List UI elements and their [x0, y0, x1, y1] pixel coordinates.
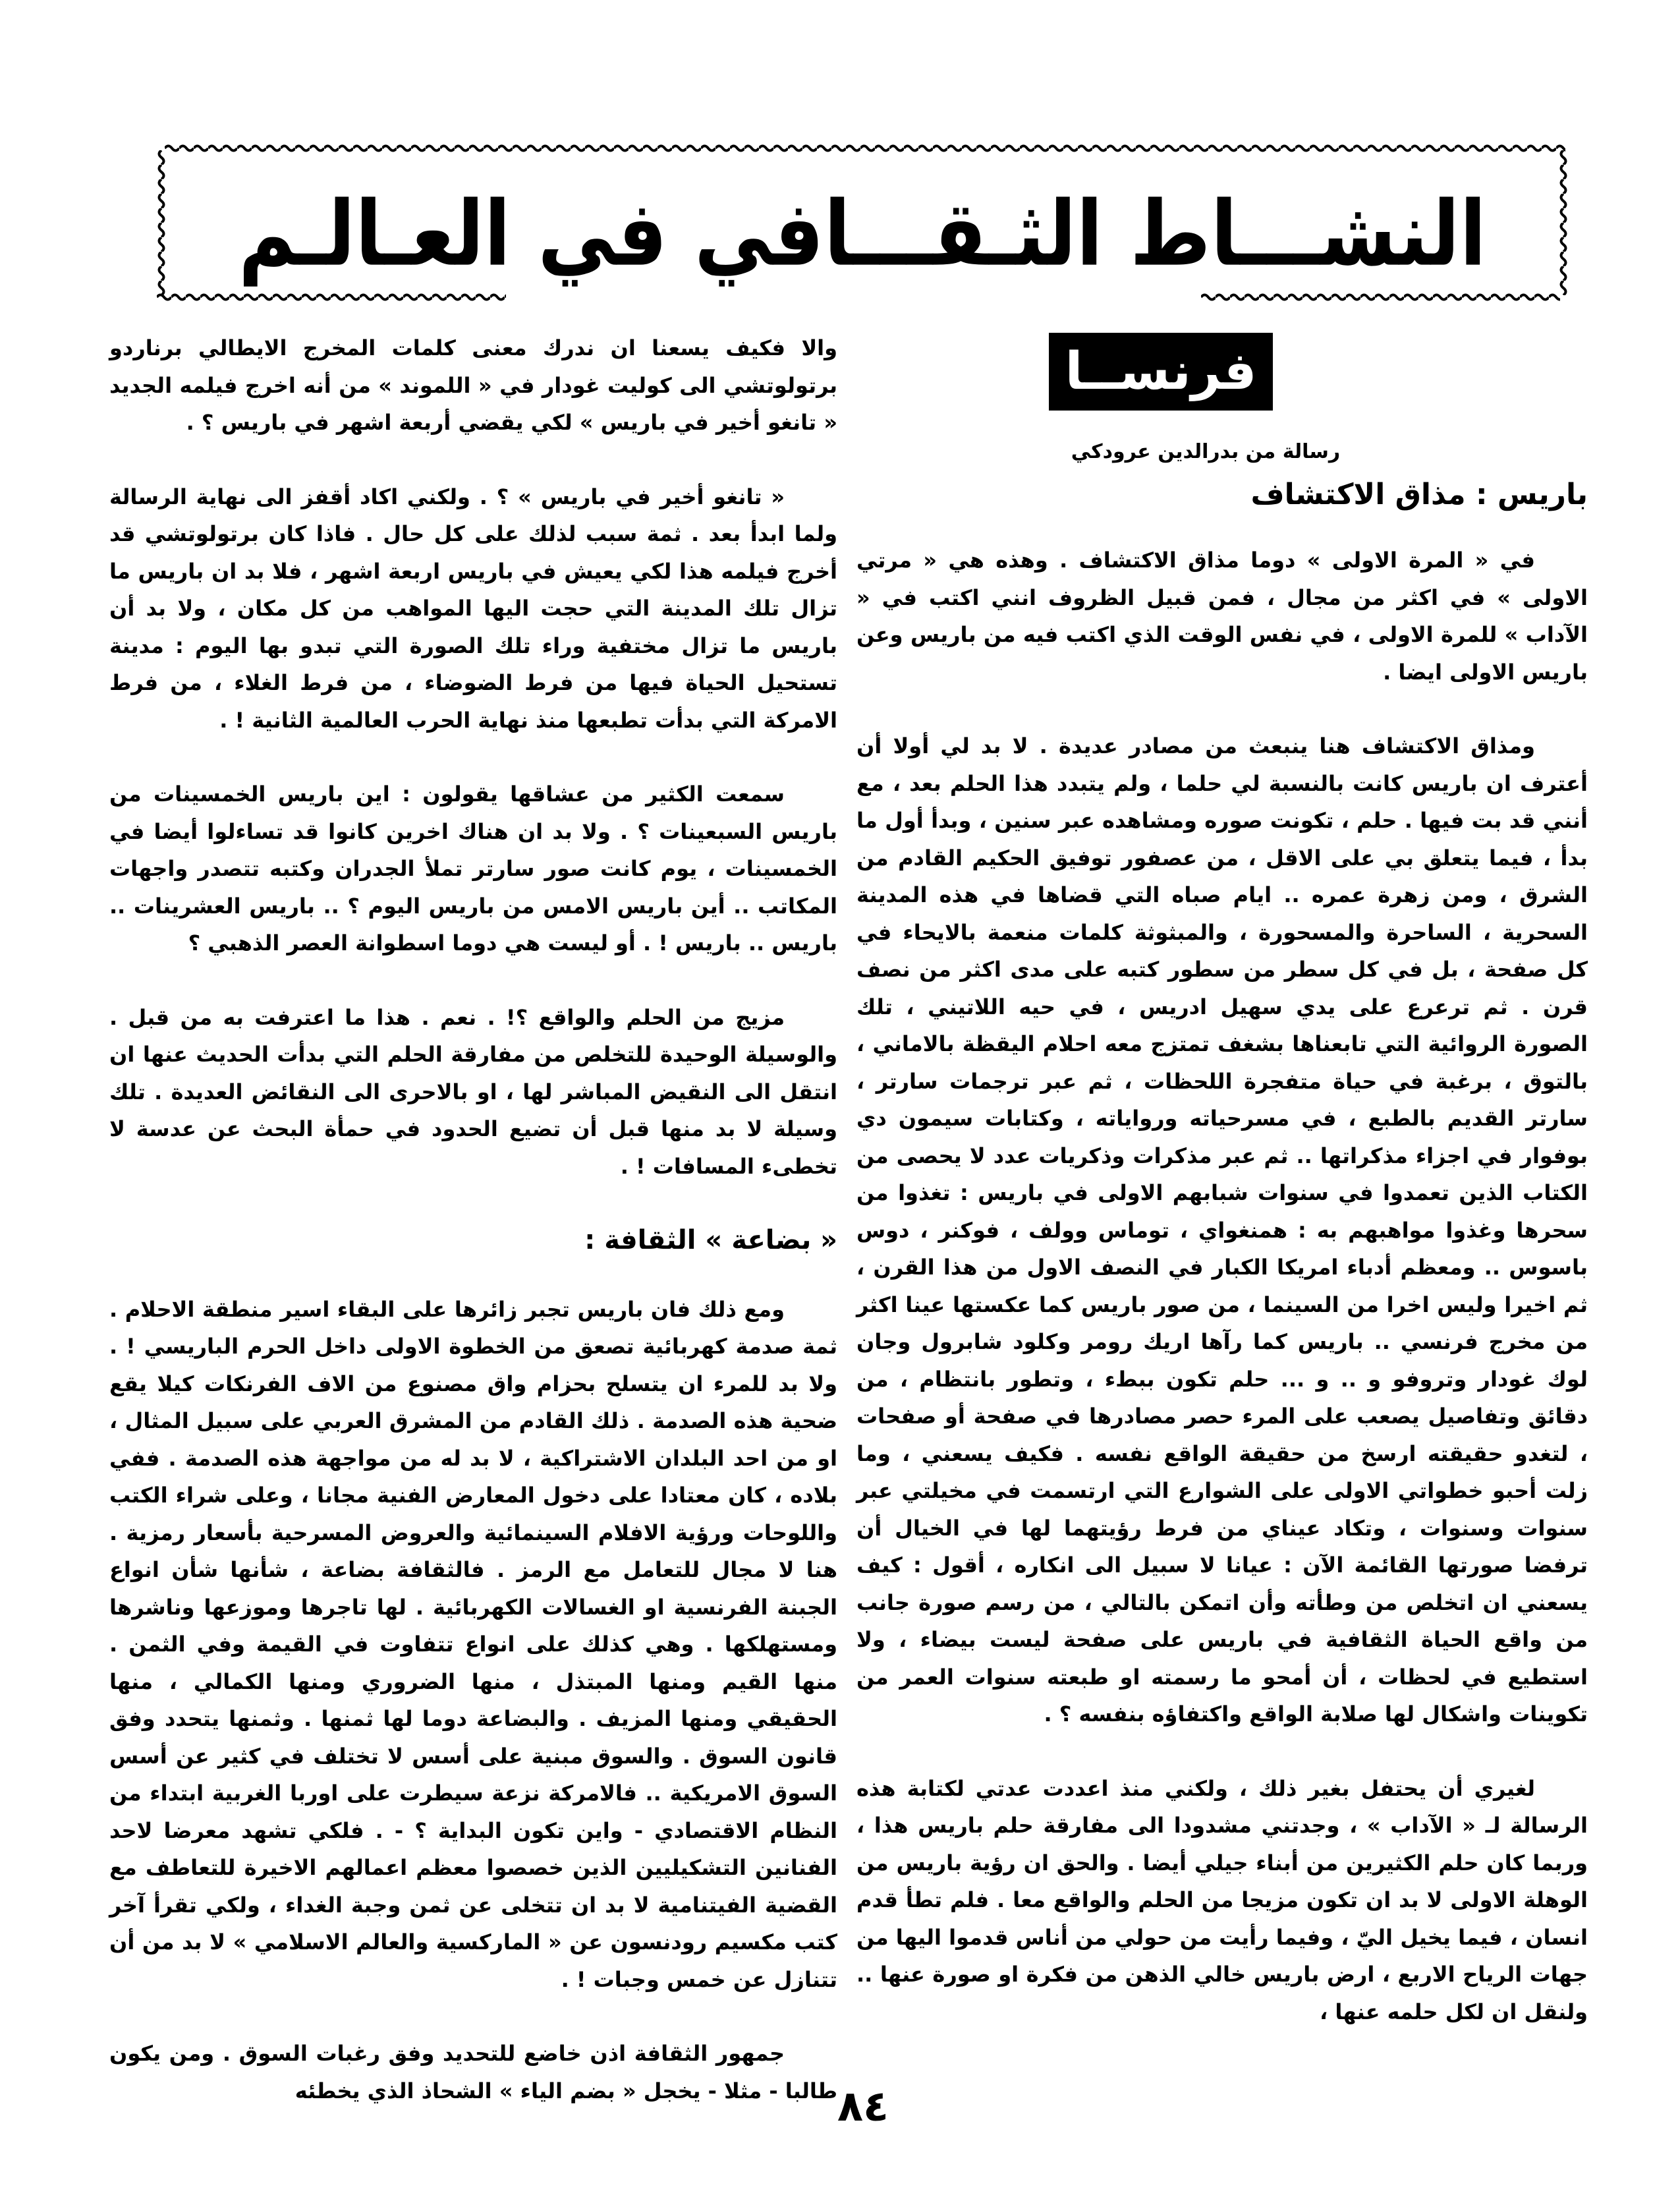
- paragraph: سمعت الكثير من عشاقها يقولون : اين باريس الخمسينات من باريس السبعينات ؟ . ولا بد ان هناك اخرين كانوا قد تساءلوا أيضا في الخمسينات ، يوم كانت صور سارتر تملأ الجدران وكتبه تتصدر واجهات المكاتب .. أين باريس الامس من باريس اليوم ؟ .. باريس العشرينات .. باريس .. باريس ! . أو ليست هي دوما اسطوانة العصر الذهبي ؟: [109, 782, 837, 956]
- country-section-badge: فرنســا: [1049, 333, 1273, 411]
- article-headline: باريس : مذاق الاكتشاف: [1250, 478, 1588, 511]
- wavy-border-bottom-left: [157, 293, 506, 302]
- wavy-border-bottom-right: [1201, 293, 1560, 302]
- section-heading: « بضاعة » الثقافة :: [584, 1225, 837, 1255]
- wavy-border-top: [165, 144, 1565, 153]
- paragraph: والا فكيف يسعنا ان ندرك معنى كلمات المخرج الايطالي برناردو برتولوتشي الى كوليت غودار في « اللموند » من أنه اخرج فيلمه الجديد « تانغو أخير في باريس » لكي يقضي أربعة اشهر في باريس ؟ .: [109, 335, 837, 435]
- byline: رسالة من بدرالدين عرودكي: [1071, 440, 1341, 463]
- paragraph: « تانغو أخير في باريس » ؟ . ولكني اكاد أقفز الى نهاية الرسالة ولما ابدأ بعد . ثمة سبب لذلك على كل حال . فاذا كان برتولوتشي قد أخرج فيلمه هذا لكي يعيش في باريس اربعة اشهر ، فلا بد ان باريس ما تزال تلك المدينة التي حجت اليها المواهب من كل مكان ، ولا بد أن باريس ما تزال مختفية وراء تلك الصورة التي تبدو بها اليوم : مدينة تستحيل الحياة فيها من فرط الضوضاء ، من فرط الغلاء ، من فرط الامركة التي بدأت تطبعها منذ نهاية الحرب العالمية الثانية ! .: [109, 484, 837, 733]
- masthead-frame: [157, 144, 1568, 302]
- paragraph: لغيري أن يحتفل بغير ذلك ، ولكني منذ اعددت عدتي لكتابة هذه الرسالة لـ « الآداب » ، وجدتني مشدودا الى مفارقة حلم باريس هذا ، وربما كان حلم الكثيرين من أبناء جيلي أيضا . والحق ان رؤية باريس من الوهلة الاولى لا بد ان تكون مزيجا من الحلم والواقع معا . فلم تطأ قدم انسان ، فيما يخيل اليّ ، وفيما رأيت من حولي من أناس قدموا اليها من جهات الرياح الاربع ، ارض باريس خالي الذهن من فكرة او صورة عنها .. ولنقل ان لكل حلمه عنها ،: [856, 1775, 1588, 2024]
- page-number: ٨٤: [837, 2082, 889, 2131]
- paragraph: مزيج من الحلم والواقع ؟! . نعم . هذا ما اعترفت به من قبل . والوسيلة الوحيدة للتخلص من مفارقة الحلم التي بدأت الحديث عنها ان انتقل الى النقيض المباشر لها ، او بالاحرى الى النقائض العديدة . تلك وسيلة لا بد منها قبل أن تضيع الحدود في حمأة البحث عن عدسة لا تخطىء المسافات ! .: [109, 1004, 837, 1179]
- column-left: [109, 329, 837, 2146]
- column-right: [856, 542, 1588, 2067]
- masthead-title: النشـــاط الثـقـــافي في العـالـم: [238, 181, 1487, 286]
- paragraph: في « المرة الاولى » دوما مذاق الاكتشاف . وهذه هي « مرتي الاولى » في اكثر من مجال ، فمن قبيل الظروف انني اكتب في « الآداب » للمرة الاولى ، في نفس الوقت الذي اكتب فيه من باريس وعن باريس الاولى ايضا .: [856, 548, 1588, 685]
- paragraph: ومع ذلك فان باريس تجبر زائرها على البقاء اسير منطقة الاحلام . ثمة صدمة كهربائية تصعق من الخطوة الاولى داخل الحرم الباريسي ! . ولا بد للمرء ان يتسلح بحزام واق مصنوع من الاف الفرنكات كيلا يقع ضحية هذه الصدمة . ذلك القادم من المشرق العربي على سبيل المثال ، او من احد البلدان الاشتراكية ، لا بد له من مواجهة هذه الصدمة . ففي بلاده ، كان معتادا على دخول المعارض الفنية مجانا ، وعلى شراء الكتب واللوحات ورؤية الافلام السينمائية والعروض المسرحية بأسعار رمزية . هنا لا مجال للتعامل مع الرمز . فالثقافة بضاعة ، شأنها شأن انواع الجبنة الفرنسية او الغسالات الكهربائية . لها تاجرها وموزعها وناشرها ومستهلكها . وهي كذلك على انواع تتفاوت في القيمة وفي الثمن . منها القيم ومنها المبتذل ، منها الضروري ومنها الكمالي ، منها الحقيقي ومنها المزيف . والبضاعة دوما لها ثمنها . وثمنها يتحدد وفق قانون السوق . والسوق مبنية على أسس لا تختلف في كثير عن أسس السوق الامريكية .. فالامركة نزعة سيطرت على اوربا الغربية ابتداء من النظام الاقتصادي - واين تكون البداية ؟ - . فلكي تشهد معرضا لاحد الفنانين التشكيليين الذين خصصوا معظم اعمالهم الاخيرة للتعاطف مع القضية الفيتنامية لا بد ان تتخلى عن ثمن وجبة الغداء ، ولكي تقرأ آخر كتب مكسيم رودنسون عن « الماركسية والعالم الاسلامي » لا بد من أن تتنازل عن خمس وجبات ! .: [109, 1296, 837, 1992]
- paragraph: ومذاق الاكتشاف هنا ينبعث من مصادر عديدة . لا بد لي أولا أن أعترف ان باريس كانت بالنسبة لي حلما ، ولم يتبدد هذا الحلم بعد ، مع أنني قد بت فيها . حلم ، تكونت صوره ومشاهده عبر سنين ، وبدأ أول ما بدأ ، فيما يتعلق بي على الاقل ، من عصفور توفيق الحكيم القادم من الشرق ، ومن زهرة عمره .. ايام صباه التي قضاها في هذه المدينة السحرية ، الساحرة والمسحورة ، والمبثوثة كلمات منعمة بالايحاء في كل صفحة ، بل في كل سطر من سطور كتبه على مدى اكثر من نصف قرن . ثم ترعرع على يدي سهيل ادريس ، في حيه اللاتيني ، تلك الصورة الروائية التي تابعناها بشغف تمتزج معه احلام اليقظة بالاماني ، بالتوق ، برغبة في حياة متفجرة اللحظات ، ثم عبر ترجمات سارتر ، سارتر القديم بالطبع ، في مسرحياته ورواياته ، وكتابات سيمون دي بوفوار في اجزاء مذكراتها .. ثم عبر مذكرات وذكريات عدد لا يحصى من الكتاب الذين تعمدوا في سنوات شبابهم الاولى في باريس : تغذوا من سحرها وغذوا مواهبهم به : همنغواي ، توماس وولف ، فوكنر ، دوس باسوس .. ومعظم أدباء امريكا الكبار في النصف الاول من هذا القرن ، ثم اخيرا وليس اخرا من السينما ، من صور باريس كما عكستها عينا اكثر من مخرج فرنسي .. باريس كما رآها اريك رومر وكلود شابرول وجان لوك غودار وتروفو و .. و ... حلم تكون ببطء ، وتطور بانتظام ، من دقائق وتفاصيل يصعب على المرء حصر مصادرها في صفحة أو صفحات ، لتغدو حقيقته ارسخ من حقيقة الواقع نفسه . فكيف يسعني ، وما زلت أحبو خطواتي الاولى على الشوارع التي ارتسمت في مخيلتي عبر سنوات وسنوات ، وتكاد عيناي من فرط رؤيتهما لها في الخيال أن ترفضا صورتها القائمة الآن : عيانا لا سبيل الى انكاره ، أقول : كيف يسعني ان اتخلص من وطأته وأن اتمكن بالتالي ، من رسم صورة جانب من واقع الحياة الثقافية في باريس على صفحة ليست بيضاء ، ولا استطيع في لحظات ، أن أمحو ما رسمته او طبعته سنوات العمر من تكوينات واشكال لها صلابة الواقع واكتفاؤه بنفسه ؟ .: [856, 733, 1588, 1727]
- paragraph: جمهور الثقافة اذن خاضع للتحديد وفق رغبات السوق . ومن يكون طالبا - مثلا - يخجل « بضم الياء » الشحاذ الذي يخطئه: [109, 2041, 837, 2103]
